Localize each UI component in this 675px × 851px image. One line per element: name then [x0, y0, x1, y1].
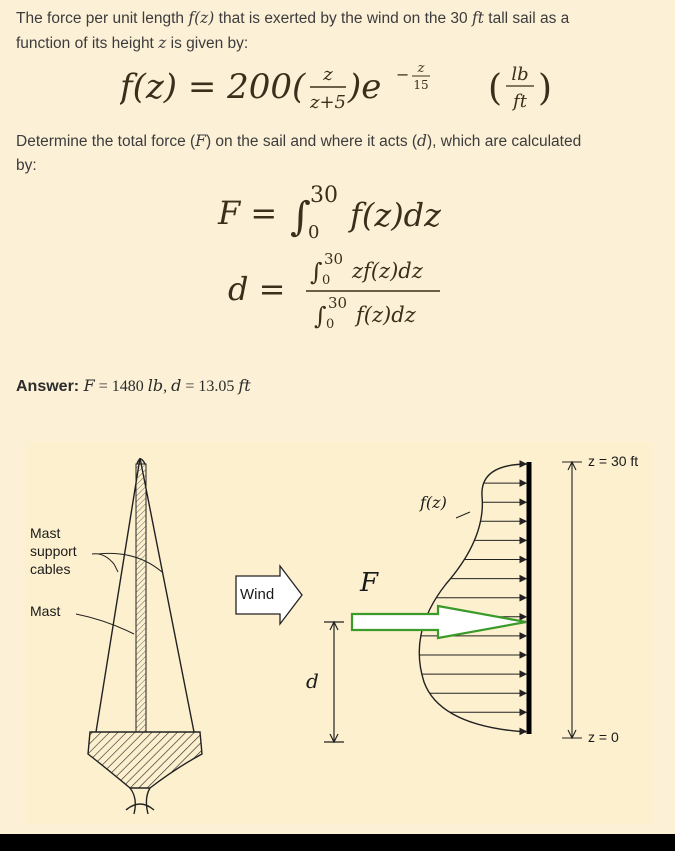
eq1-units-num: lb	[511, 64, 529, 85]
keel	[126, 788, 154, 814]
eqF-lhs: F =	[218, 194, 278, 232]
answer-line	[16, 376, 251, 396]
support-leader-2	[98, 553, 162, 572]
answer-label: Answer:	[16, 378, 80, 395]
sail-diagram	[26, 442, 653, 824]
mast-support-line-3: cables	[30, 561, 71, 577]
intro-paragraph	[16, 6, 664, 56]
eq1-units-den: ft	[513, 91, 527, 112]
eqF-integral: ∫	[290, 194, 311, 240]
eqF-upper: 30	[310, 183, 338, 208]
eqd-num-integrand: zf(z)dz	[352, 259, 423, 283]
load-arrow-head	[520, 652, 526, 658]
intro-fz: f(z)	[188, 9, 215, 27]
bottom-bar	[0, 834, 675, 851]
answer-unit1: lb	[147, 376, 164, 395]
load-arrow-head	[520, 518, 526, 524]
intro-text-3: tall sail as a	[488, 10, 570, 27]
total-force-equation	[210, 182, 510, 242]
force-equation	[120, 58, 580, 118]
sail-figure	[26, 442, 653, 824]
eq1-frac-num: z	[323, 64, 333, 85]
mast-support-cables-label	[30, 524, 77, 578]
eq1-exp-den: 15	[413, 78, 429, 92]
eqd-num-upper: 30	[324, 250, 344, 268]
mast-label: Mast	[30, 603, 61, 619]
load-arrow-head	[520, 537, 526, 543]
answer-sep: ,	[163, 378, 172, 395]
answer-eq1: = 1480	[94, 378, 148, 395]
determine-text-3: ), which are calculated	[426, 133, 582, 150]
load-arrow-head	[520, 614, 526, 620]
mast-leader	[76, 614, 134, 634]
answer-F: F	[83, 376, 95, 395]
height-dimension	[562, 462, 582, 738]
eqd-num-integral: ∫	[310, 258, 323, 286]
fz-label: f(z)	[420, 493, 447, 512]
d-dimension	[324, 622, 344, 742]
eq1-close: )e	[348, 67, 382, 107]
load-arrow-head	[520, 633, 526, 639]
load-arrow-head	[520, 728, 526, 734]
force-F-label: F	[360, 568, 379, 598]
eq1-exp-minus: −	[396, 65, 410, 84]
intro-text-1: The force per unit length	[16, 10, 185, 27]
load-arrow-head	[520, 499, 526, 505]
intro-ft: ft	[472, 9, 484, 27]
determine-d: d	[417, 132, 427, 150]
eq1-units-close: )	[538, 68, 553, 109]
eqd-den-integral: ∫	[314, 302, 327, 330]
mast	[136, 464, 146, 732]
eq1-exp-num: z	[417, 61, 425, 76]
load-arrow-head	[520, 480, 526, 486]
eqd-den-integrand: f(z)dz	[356, 303, 416, 327]
intro-text-2: that is exerted by the wind on the 30	[218, 10, 468, 27]
mast-support-line-2: support	[30, 543, 77, 559]
eq1-frac-den: z+5	[309, 92, 347, 113]
eqd-den-upper: 30	[328, 294, 348, 312]
determine-text-1: Determine the total force (	[16, 133, 196, 150]
eq1-units-open: (	[488, 68, 503, 109]
intro-z: z	[158, 34, 167, 52]
fz-leader	[456, 512, 470, 518]
location-equation	[210, 248, 470, 334]
load-arrow-head	[520, 557, 526, 563]
eqF-lower: 0	[308, 222, 320, 242]
answer-d: d	[171, 376, 182, 395]
intro-text-5: is given by:	[170, 35, 249, 52]
eq1-lhs: f(z) = 200(	[120, 67, 306, 107]
d-label: d	[306, 669, 319, 693]
support-leader-1	[92, 554, 114, 564]
determine-paragraph	[16, 129, 664, 178]
eqd-num-lower: 0	[322, 273, 331, 288]
eqd-den-lower: 0	[326, 317, 335, 332]
hull	[88, 732, 202, 788]
wind-label: Wind	[240, 586, 275, 603]
answer-eq2: = 13.05	[181, 378, 239, 395]
mast-support-line-1: Mast	[30, 525, 61, 541]
load-arrow-head	[520, 576, 526, 582]
determine-text-4: by:	[16, 157, 37, 174]
support-leader-tip	[114, 564, 118, 572]
load-arrow-head	[520, 671, 526, 677]
determine-F: F	[195, 132, 206, 150]
load-arrow-head	[520, 595, 526, 601]
sail-drawing	[76, 458, 202, 814]
load-arrow-head	[520, 709, 526, 715]
answer-unit2: ft	[238, 376, 251, 395]
intro-text-4: function of its height	[16, 35, 154, 52]
bottom-height-label: z = 0	[588, 729, 619, 745]
resultant-force-arrow	[352, 606, 526, 638]
eqF-integrand: f(z)dz	[350, 196, 442, 234]
load-arrow-head	[520, 461, 526, 467]
top-height-label: z = 30 ft	[588, 453, 639, 469]
determine-text-2: ) on the sail and where it acts (	[205, 133, 418, 150]
eqd-lhs: d =	[228, 270, 286, 308]
load-arrow-head	[520, 690, 526, 696]
